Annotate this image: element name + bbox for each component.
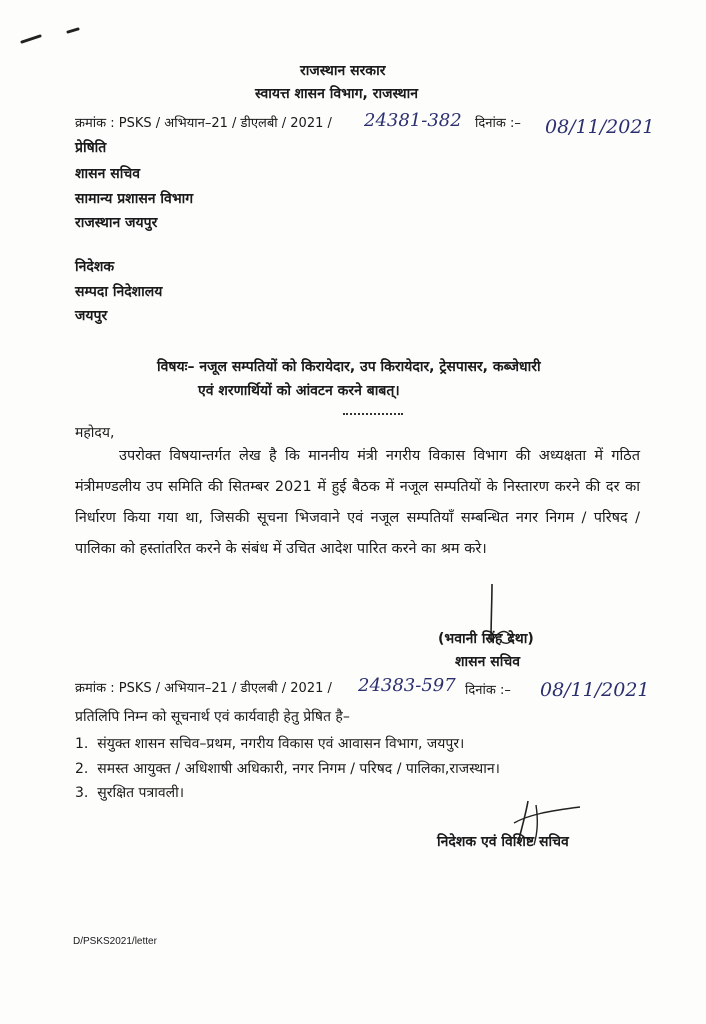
copy-intro: प्रतिलिपि निम्न को सूचनार्थ एवं कार्यवाही हेतु प्रेषित है– xyxy=(75,709,350,725)
reference-line-1 xyxy=(75,113,332,131)
subject-divider xyxy=(343,413,403,415)
handwritten-dispatch-number: 24381-382 xyxy=(364,110,462,131)
recipient1-department: सामान्य प्रशासन विभाग xyxy=(75,191,194,207)
date-label: दिनांक :– xyxy=(475,116,521,131)
subject-line-1: विषयः– नजूल सम्पतियों को किरायेदार, उप किरायेदार, ट्रेसपासर, कब्जेधारी xyxy=(157,359,541,375)
list-number: 3. xyxy=(75,785,89,801)
government-heading: राजस्थान सरकार xyxy=(300,63,386,79)
reference2-label: क्रमांक : xyxy=(75,681,115,696)
copy-list-item xyxy=(75,734,464,753)
signatory2-designation: निदेशक एवं विशिष्ट सचिव xyxy=(437,834,569,850)
list-text: सुरक्षित पत्रावली। xyxy=(97,785,185,801)
recipient2-department: सम्पदा निदेशालय xyxy=(75,284,163,300)
handwritten-date: 08/11/2021 xyxy=(545,116,655,138)
copy-list-item xyxy=(75,759,500,778)
body-text: उपरोक्त विषयान्तर्गत लेख है कि माननीय मंत्री नगरीय विकास विभाग की अध्यक्षता में गठित मंत्रीमण्डलीय उप समिति की सितम्बर 2021 में हुई बैठक में नजूल सम्पतियों के निस्तारण करने की दर का निर्धारण किया गया था, जिसकी सूचना भिजवाने एवं नजूल सम्पतियाँ सम्बन्धित नगर निगम / परिषद / पालिका को हस्तांतरित करने के संबंध में उचित आदेश पारित करने का श्रम करे। xyxy=(75,448,640,557)
file-reference-footer: D/PSKS2021/letter xyxy=(73,936,157,947)
reference2-number: PSKS / अभियान–21 / डीएलबी / 2021 / xyxy=(118,681,332,696)
signatory1-name: (भवानी सिंह देथा) xyxy=(438,631,534,647)
handwritten-dispatch-number-2: 24383-597 xyxy=(358,675,456,696)
signatory1-designation: शासन सचिव xyxy=(455,654,521,670)
reference-line-2 xyxy=(75,678,332,696)
list-text: संयुक्त शासन सचिव–प्रथम, नगरीय विकास एवं आवासन विभाग, जयपुर। xyxy=(97,736,465,752)
list-number: 2. xyxy=(75,761,89,777)
subject-line-2: एवं शरणार्थियों को आंवटन करने बाबत्। xyxy=(198,383,400,399)
list-text: समस्त आयुक्त / अधिशाषी अधिकारी, नगर निगम / परिषद / पालिका,राजस्थान। xyxy=(97,761,500,777)
copy-list-item xyxy=(75,783,184,802)
handwritten-date-2: 08/11/2021 xyxy=(540,679,650,701)
reference-label: क्रमांक : xyxy=(75,116,115,131)
recipient2-location: जयपुर xyxy=(75,308,108,324)
pen-mark-icon xyxy=(18,20,88,50)
list-number: 1. xyxy=(75,736,89,752)
recipient2-designation: निदेशक xyxy=(75,259,115,275)
department-heading: स्वायत्त शासन विभाग, राजस्थान xyxy=(255,86,418,102)
recipient1-location: राजस्थान जयपुर xyxy=(75,215,158,231)
body-paragraph xyxy=(75,441,640,565)
recipient1-designation: शासन सचिव xyxy=(75,166,141,182)
date-label-2: दिनांक :– xyxy=(465,683,511,698)
salutation: महोदय, xyxy=(75,425,115,441)
sent-to-label: प्रेषिति xyxy=(75,140,107,156)
reference-number: PSKS / अभियान–21 / डीएलबी / 2021 / xyxy=(118,116,332,131)
